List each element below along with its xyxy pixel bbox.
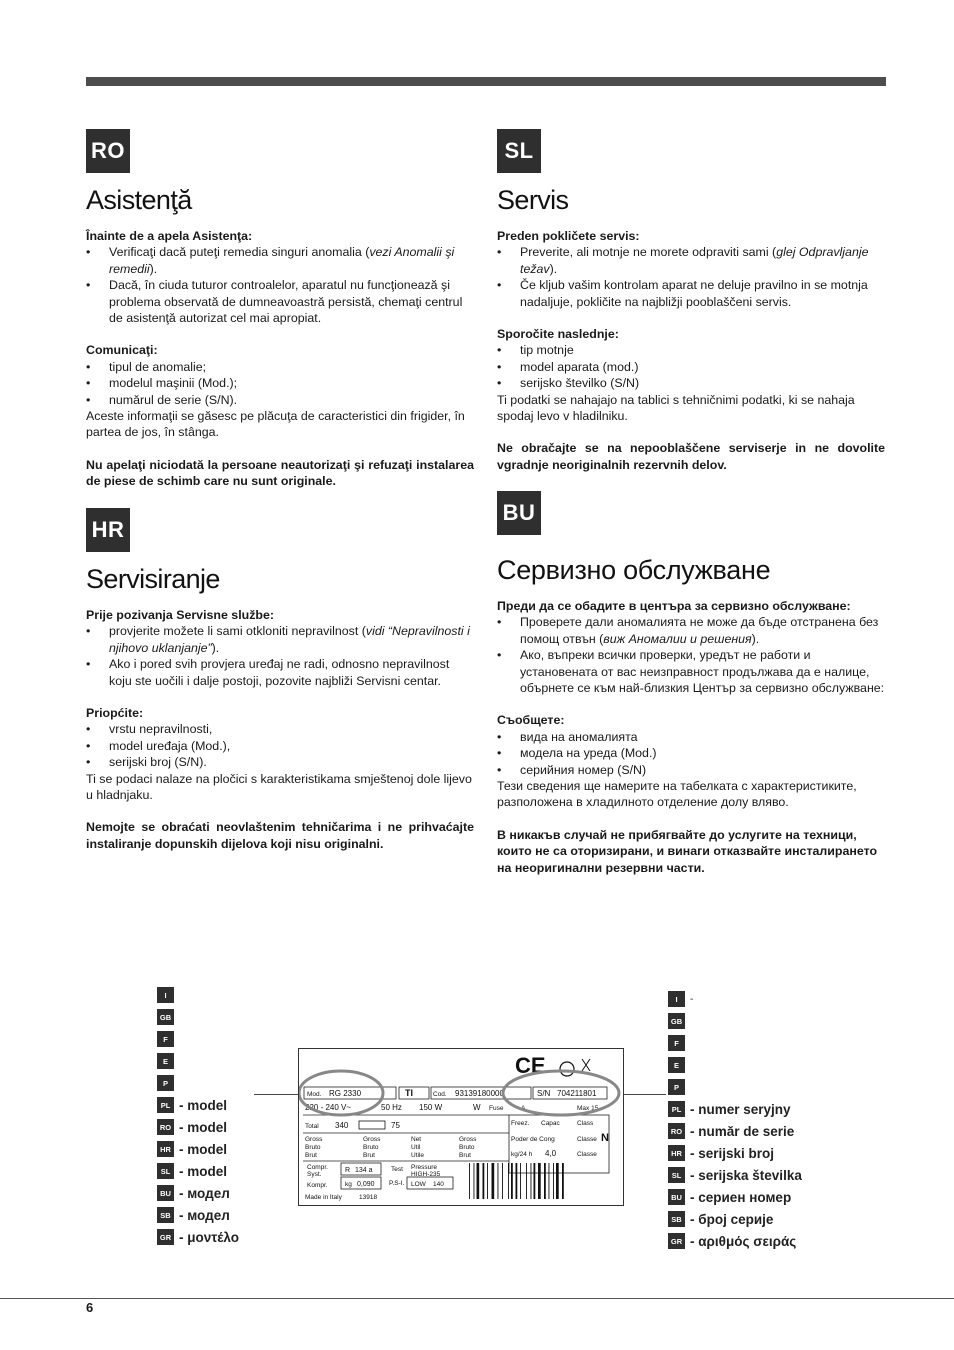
language-code-box: SB — [668, 1211, 685, 1227]
language-badge-ro: RO — [86, 129, 130, 173]
ce-mark: CE — [515, 1053, 546, 1078]
list-item: • Dacă, în ciuda tuturor controalelor, aparatul nu funcţionează şi problema observată de dumneavoastră persistă, chemaţi centrul de asistenţă autorizat cel mai apropiat. — [86, 277, 474, 326]
label-row — [668, 1144, 774, 1162]
svg-text:Cod.: Cod. — [433, 1091, 447, 1098]
svg-text:Compr.Syst.: Compr. Syst. — [307, 1164, 328, 1178]
communicate-list — [497, 342, 885, 391]
svg-text:P.S-I.: P.S-I. — [389, 1180, 405, 1187]
language-code-box: GR — [157, 1229, 174, 1245]
svg-text:Classe: Classe — [577, 1151, 597, 1158]
svg-text:Fuse: Fuse — [489, 1105, 504, 1112]
label-row — [668, 1100, 791, 1118]
svg-text:0,090: 0,090 — [357, 1181, 375, 1188]
language-code-box: I — [668, 991, 685, 1007]
before-list — [86, 244, 474, 326]
label-row — [668, 1122, 794, 1140]
svg-text:150 W: 150 W — [419, 1103, 443, 1112]
list-item: • modelul maşinii (Mod.); — [86, 375, 474, 391]
svg-text:340: 340 — [335, 1121, 349, 1130]
footer-rule — [0, 1298, 954, 1299]
page-number: 6 — [86, 1300, 94, 1315]
svg-text:Freez.: Freez. — [511, 1120, 530, 1127]
language-code-box: BU — [668, 1189, 685, 1205]
top-rule — [86, 77, 886, 86]
label-row — [157, 1030, 179, 1048]
section-hr — [86, 508, 474, 852]
warning-text: Nemojte se obraćati neovlaštenim tehničarima i ne prihvaćajte instaliranje dopunskih dijelova koji nisu originalni. — [86, 820, 474, 851]
language-code-box: P — [668, 1079, 685, 1095]
language-code-box: I — [157, 987, 174, 1003]
list-item: • vrstu nepravilnosti, — [86, 721, 474, 737]
label-row — [668, 1210, 773, 1228]
label-row — [157, 1184, 230, 1202]
section-ro — [86, 129, 474, 490]
rating-plate — [298, 1048, 624, 1206]
svg-text:140: 140 — [433, 1181, 444, 1188]
before-list — [497, 244, 885, 310]
label-text: - model — [179, 1097, 228, 1113]
approval-mark-icon — [560, 1062, 574, 1076]
language-code-box: E — [157, 1053, 174, 1069]
label-row — [157, 1074, 179, 1092]
communicate-heading: Comunicaţi: — [86, 343, 158, 358]
list-item: • Verificaţi dacă puteţi remedia singuri anomalia (vezi Anomalii şi remedii). — [86, 244, 474, 277]
list-item: • numărul de serie (S/N). — [86, 392, 474, 408]
label-text: - serijski broj — [690, 1145, 775, 1161]
language-badge-sl: SL — [497, 129, 541, 173]
label-row — [157, 1052, 179, 1070]
svg-text:W: W — [473, 1103, 481, 1112]
communicate-heading: Priopćite: — [86, 706, 144, 721]
svg-text:TI: TI — [405, 1088, 413, 1098]
label-row — [668, 1012, 690, 1030]
label-text: - сериен номер — [690, 1189, 792, 1205]
label-text: - модел — [179, 1185, 230, 1201]
serial-leader-line — [622, 1094, 666, 1095]
label-row — [157, 1206, 230, 1224]
svg-text:GrossBrutoBrut: Gross Bruto Brut — [459, 1136, 477, 1159]
label-text: - model — [179, 1163, 228, 1179]
language-code-box: PL — [668, 1101, 685, 1117]
list-item: • серийния номер (S/N) — [497, 762, 885, 778]
section-sl — [497, 129, 885, 473]
svg-text:Classe: Classe — [577, 1136, 597, 1143]
label-row — [668, 1188, 791, 1206]
communicate-list — [86, 359, 474, 408]
svg-text:Class: Class — [577, 1120, 594, 1127]
svg-text:N: N — [601, 1132, 609, 1144]
label-text: - μοντέλο — [179, 1229, 239, 1245]
list-item: • tip motnje — [497, 342, 885, 358]
language-code-box: E — [668, 1057, 685, 1073]
before-heading: Înainte de a apela Asistenţa: — [86, 229, 253, 243]
label-row — [157, 1096, 227, 1114]
communicate-heading: Съобщете: — [497, 713, 565, 728]
list-item: • model aparata (mod.) — [497, 359, 885, 375]
section-bu — [497, 491, 885, 876]
svg-text:Test: Test — [391, 1166, 403, 1173]
list-item: • tipul de anomalie; — [86, 359, 474, 375]
language-code-box: P — [157, 1075, 174, 1091]
language-code-box: SL — [157, 1163, 174, 1179]
svg-text:Poder de Cong: Poder de Cong — [511, 1136, 555, 1143]
before-list — [86, 623, 474, 689]
section-title: Servis — [497, 185, 569, 215]
label-text: - — [690, 993, 694, 1005]
label-text: - serijska številka — [690, 1167, 802, 1183]
before-heading: Prije pozivanja Servisne službe: — [86, 608, 274, 622]
list-item: • модела на уреда (Mod.) — [497, 745, 885, 761]
label-row — [668, 1232, 796, 1250]
info-text: Aceste informaţii se găsesc pe plăcuţa de caracteristici din frigider, în partea de jos, în stânga. — [86, 409, 465, 440]
list-item: • Ако, въпреки всички проверки, уредът не работи и установената от вас неизправност продължава да е налице, обърнете се към най-близкия Център за сервизно обслужване: — [497, 647, 885, 696]
info-text: Ti podatki se nahajajo na tablici s tehničnimi podatki, ki se nahaja spodaj levo v hladilniku. — [497, 392, 855, 424]
language-badge-bu: BU — [497, 491, 541, 535]
section-title: Servisiranje — [86, 564, 220, 594]
star-rating-icon — [359, 1121, 385, 1129]
svg-text:NetUtilUtile: Net Util Utile — [411, 1136, 425, 1159]
label-row — [668, 990, 693, 1008]
svg-text:13918: 13918 — [359, 1194, 378, 1201]
warning-text: В никакъв случай не прибягвайте до услугите на техници, които не са оторизирани, и винаги отказвайте инсталирането на неоригинални резервни части. — [497, 827, 878, 875]
label-row — [668, 1078, 690, 1096]
label-text: - модел — [179, 1207, 230, 1223]
svg-text:R: R — [345, 1167, 351, 1174]
language-code-box: RO — [668, 1123, 685, 1139]
label-text: - număr de serie — [690, 1123, 795, 1139]
svg-text:4,0: 4,0 — [545, 1149, 557, 1158]
list-item: • serijski broj (S/N). — [86, 754, 474, 770]
language-code-box: BU — [157, 1185, 174, 1201]
svg-text:Kompr.: Kompr. — [307, 1182, 328, 1189]
label-text: - αριθμός σειράς — [690, 1233, 797, 1249]
communicate-heading: Sporočite naslednje: — [497, 327, 619, 342]
section-title: Сервизно обслужване — [497, 555, 771, 585]
language-code-box: GB — [668, 1013, 685, 1029]
svg-text:A: A — [521, 1105, 526, 1112]
label-row — [668, 1034, 690, 1052]
svg-text:GrossBrutoBrut: Gross Bruto Brut — [305, 1136, 323, 1159]
list-item: • Ako i pored svih provjera uređaj ne radi, odnosno nepravilnost koju ste uočili i dalje postoji, pozovite najbliži Servisni centar. — [86, 656, 474, 689]
list-item: • model uređaja (Mod.), — [86, 738, 474, 754]
label-text: - model — [179, 1141, 228, 1157]
label-row — [157, 1140, 227, 1158]
label-row — [157, 986, 179, 1004]
label-row — [157, 1162, 227, 1180]
language-code-box: PL — [157, 1097, 174, 1113]
language-code-box: SB — [157, 1207, 174, 1223]
svg-text:GrossBrutoBrut: Gross Bruto Brut — [363, 1136, 381, 1159]
svg-text:Capac: Capac — [541, 1120, 560, 1127]
svg-text:Total: Total — [305, 1123, 319, 1130]
svg-text:Made in Italy: Made in Italy — [305, 1194, 342, 1201]
svg-text:S/N: S/N — [537, 1089, 551, 1098]
label-text: - model — [179, 1119, 228, 1135]
list-item: • provjerite možete li sami otkloniti nepravilnost (vidi “Nepravilnosti i njihovo uklanjanje”). — [86, 623, 474, 656]
language-code-box: HR — [157, 1141, 174, 1157]
language-code-box: F — [668, 1035, 685, 1051]
list-item: • serijsko številko (S/N) — [497, 375, 885, 391]
svg-text:93139180000: 93139180000 — [455, 1089, 504, 1098]
warning-text: Nu apelaţi niciodată la persoane neautorizaţi şi refuzaţi instalarea de piese de schimb care nu sunt originale. — [86, 457, 474, 489]
language-code-box: GB — [157, 1009, 174, 1025]
language-code-box: SL — [668, 1167, 685, 1183]
label-text: - број серије — [690, 1211, 774, 1227]
before-list — [497, 614, 885, 696]
svg-text:134 a: 134 a — [355, 1167, 373, 1174]
language-code-box: GR — [668, 1233, 685, 1249]
label-text: - numer seryjny — [690, 1101, 791, 1117]
svg-text:kg: kg — [345, 1181, 352, 1188]
svg-text:220 - 240 V~: 220 - 240 V~ — [305, 1103, 352, 1112]
info-text: Ti se podaci nalaze na pločici s karakteristikama smještenoj dole lijevo u hladnjaku. — [86, 771, 472, 803]
list-item: • вида на аномалията — [497, 729, 885, 745]
language-code-box: F — [157, 1031, 174, 1047]
svg-text:50 Hz: 50 Hz — [381, 1103, 402, 1112]
language-badge-hr: HR — [86, 508, 130, 552]
label-row — [157, 1228, 239, 1246]
label-row — [668, 1056, 690, 1074]
label-row — [668, 1166, 802, 1184]
svg-text:RG 2330: RG 2330 — [329, 1089, 362, 1098]
warning-text: Ne obračajte se na nepooblaščene serviserje in ne dovolite vgradnje neoriginalnih rezervnih delov. — [497, 441, 885, 472]
communicate-list — [497, 729, 885, 778]
list-item: • Проверете дали аномалията не може да бъде отстранена без помощ отвън (виж Аномалии и решения). — [497, 614, 885, 647]
model-leader-line — [254, 1094, 302, 1095]
list-item: • Če kljub vašim kontrolam aparat ne deluje pravilno in se motnja nadaljuje, pokličite na najbližji pooblaščeni servis. — [497, 277, 885, 310]
svg-text:LOW: LOW — [411, 1181, 426, 1188]
communicate-list — [86, 721, 474, 770]
before-heading: Преди да се обадите в центъра за сервизно обслужване: — [497, 599, 851, 613]
svg-text:704211801: 704211801 — [557, 1089, 597, 1098]
section-title: Asistenţă — [86, 185, 192, 215]
svg-text:kg/24 h: kg/24 h — [511, 1151, 533, 1158]
svg-text:75: 75 — [391, 1121, 400, 1130]
info-text: Тези сведения ще намерите на табелката с характеристиките, разположена в хладилното отделение долу вляво. — [497, 779, 857, 810]
svg-text:Mod.: Mod. — [307, 1091, 322, 1098]
label-row — [157, 1118, 227, 1136]
before-heading: Preden pokličete servis: — [497, 229, 640, 243]
svg-text:Max 15: Max 15 — [577, 1105, 599, 1112]
label-row — [157, 1008, 179, 1026]
list-item: • Preverite, ali motnje ne morete odpraviti sami (glej Odpravljanje težav). — [497, 244, 885, 277]
language-code-box: RO — [157, 1119, 174, 1135]
barcode — [469, 1163, 564, 1199]
language-code-box: HR — [668, 1145, 685, 1161]
svg-text:PressureHIGH-235: Pressure HIGH-235 — [411, 1164, 441, 1178]
weee-bin-icon — [582, 1059, 590, 1071]
